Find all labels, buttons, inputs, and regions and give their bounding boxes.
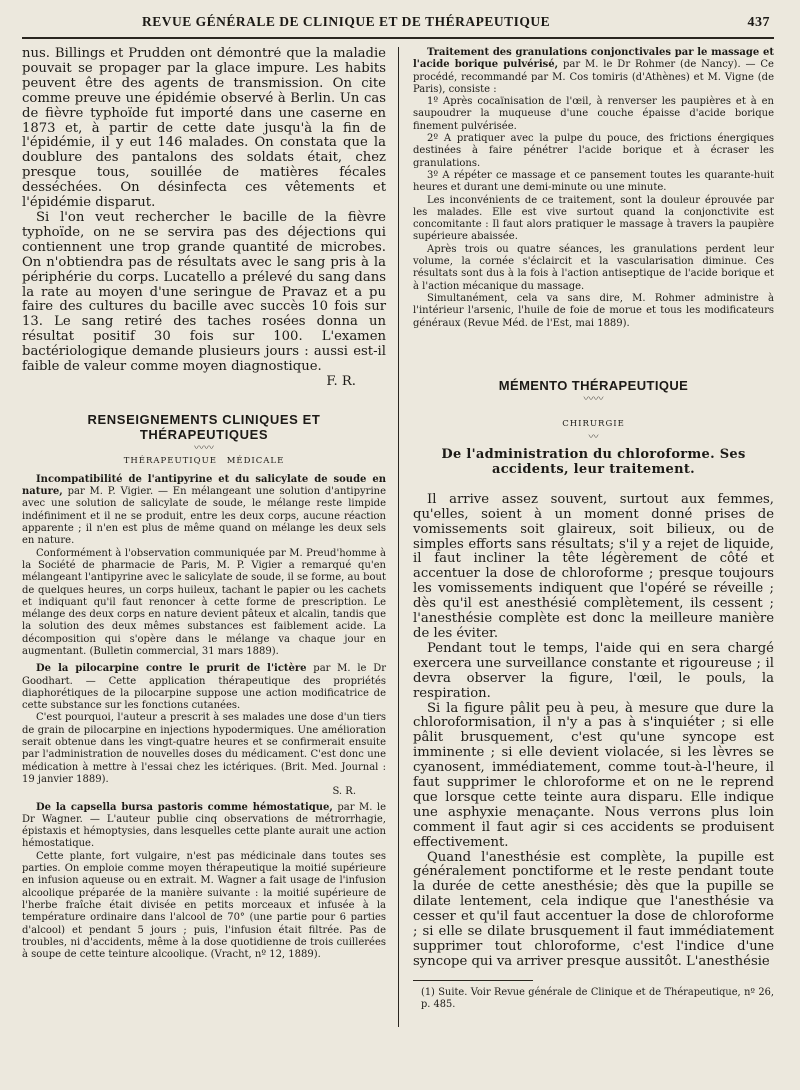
treatment-step: 3º A répéter ce massage et ce pansement toutes les quarante-huit heures et durant une demi-minute ou une minute. (413, 169, 774, 194)
chapter-paragraph: Pendant tout le temps, l'aide qui en sera chargé exercera une surveillance constante et rigoureuse ; il devra observer la figure, l'œil, le pouls, la respiration. (413, 640, 774, 701)
memento-ornament: 〰〰 (583, 393, 604, 405)
article-item (22, 663, 386, 798)
section-title: RENSEIGNEMENTS CLINIQUES ET THÉRAPEUTIQUES (87, 411, 321, 442)
page-number: 437 (747, 15, 770, 30)
article-paragraph: Les inconvénients de ce traitement, sont la douleur éprouvée par les malades. Elle est vive surtout quand la conjonctivite est concomitante : Il faut alors pratiquer le massage à travers la paupière supérieure abaissée. (413, 194, 774, 243)
left-column (22, 47, 398, 1027)
article-text-continued: Conformément à l'observation communiquée par M. Preud'homme à la Société de pharmacie de Paris, M. P. Vigier a remarqué qu'en mélangeant l'antipyrine avec le salicylate de soude, il se forme, au bout de quelques heures, un corps huileux, tachant le papier ou les cachets et indiquant qu'il faut renoncer à cette forme de prescription. Le mélange des deux corps en nature devient pâteux et alcalin, tandis que la solution des deux mêmes substances est faiblement acide. La décomposition qui s'opère dans le mélange va chaque jour en augmentant. (Bulletin commercial, 31 mars 1889). (22, 547, 386, 657)
article-text-continued: Cette plante, fort vulgaire, n'est pas médicinale dans toutes ses parties. On emploie comme moyen thérapeutique la moitié supérieure en infusion aqueuse ou en extrait. M. Wagner a fait usage de l'infusion alcoolique préparée de la manière suivante : la moitié supérieure de l'herbe fraîche était divisée en petits morceaux et infusée à la température ordinaire dans l'alcool de 70° (une partie pour 6 parties d'alcool) et pendant 5 jours ; puis, l'infusion était filtrée. Pas de troubles, ni d'accidents, même à la dose quotidienne de trois cuillerées à soupe de cette teinture alcoolique. (Vracht, nº 12, 1889). (22, 850, 386, 961)
chapter-paragraph: Quand l'anesthésie est complète, la pupille est généralement ponctiforme et le reste pendant toute la durée de cette anesthésie; dès que la pupille se dilate lentement, cela indique que l'anesthésie va cesser et qu'il faut accentuer la dose de chloroforme ; si elle se dilate brusquement il faut immédiatement supprimer tout chloroforme, c'est l'indice d'une syncope qui va arriver presque aussitôt. L'anesthésie (413, 849, 774, 969)
chapter-paragraph: Il arrive assez souvent, surtout aux femmes, qu'elles, soient à un moment donné prises de vomissements soit glaireux, soit bilieux, ou de simples efforts sans résultats; s'il y a rejet de liquide, il faut incliner la tête légèrement de côté et accentuer la dose de chloroforme ; presque toujours les vomissements indiquent que l'opéré se réveille ; dès qu'il est anesthésié complètement, ils cessent ; l'anesthésie complète est donc la meilleure manière de les éviter. (413, 491, 774, 641)
article-paragraph: Simultanément, cela va sans dire, M. Rohmer administre à l'intérieur l'arsenic, l'huile de foie de morue et tous les modificateurs généraux (Revue Méd. de l'Est, mai 1889). (413, 292, 774, 329)
section-subtitle: THÉRAPEUTIQUE MÉDICALE (123, 455, 285, 466)
article-text-continued: C'est pourquoi, l'auteur a prescrit à ses malades une dose d'un tiers de grain de pilocarpine en injections hypodermiques. Une amélioration serait obtenue dans les vingt-quatre heures et se confirmerait ensuite par l'administration de nouvelles doses du médicament. C'est donc une médication à mettre à l'essai chez les ictériques. (Brit. Med. Journal : 19 janvier 1889). (22, 712, 386, 785)
article-signature: S. R. (332, 786, 356, 798)
article-title: De la capsella bursa pastoris comme hémostatique, (36, 801, 333, 813)
article-text: L'auteur publie cinq observations de métrorrhagie, épistaxis et hémoptysies, dans lesquelles cette plante aurait une action hémostatique. (22, 813, 386, 850)
footnote-rule (413, 980, 533, 981)
running-head (22, 14, 774, 39)
article-title: De la pilocarpine contre le prurit de l'ictère (36, 663, 307, 675)
article-item (413, 47, 774, 330)
article-title: Traitement des granulations conjonctivales par le massage et l'acide borique pulvérisé, (413, 47, 774, 71)
article-title: Incompatibilité de l'antipyrine et du salicylate de soude en nature, (22, 473, 386, 498)
section-ornament: 〰〰 (194, 442, 214, 454)
footnote: (1) Suite. Voir Revue générale de Clinique et de Thérapeutique, nº 26, p. 485. (421, 986, 774, 1010)
chapter-paragraph: Si la figure pâlit peu à peu, à mesure que dure la chloroformisation, il n'y a pas à s'inquiéter ; si elle pâlit brusquement, c'est qu'une syncope est imminente ; si elle devient violacée, si les lèvres se cyanosent, immédiatement, comme tout-à-l'heure, il faut supprimer le chloroforme et on ne le reprend que lorsque cette teinte aura disparu. Elle indique une asphyxie menaçante. Nous verrons plus loin comment il faut agir si ces accidents se produisent effectivement. (413, 700, 774, 850)
article-paragraph: Après trois ou quatre séances, les granulations perdent leur volume, la cornée s'éclaircit et la vascularisation diminue. Ces résultats sont dus à la fois à l'action antiseptique de l'acide borique et à l'action mécanique du massage. (413, 243, 774, 292)
article-byline: par M. le Dr Wagner. — (22, 801, 387, 825)
intro-paragraph: nus. Billings et Prudden ont démontré que la maladie pouvait se propager par la glace impure. Les habits peuvent être des agents de transmission. On cite comme preuve une épidémie observé à Berlin. Un cas de fièvre typhoïde fut importé dans une caserne en 1873 et, à partir de cette date jusqu'à la fin de l'épidémie, il y eut 146 malades. On constata que la doublure des pantalons des soldats était, chez presque tous, souillée de matières fécales desséchées. On désinfecta ces vêtements et l'épidémie disparut. (22, 47, 386, 211)
treatment-step: 1º Après cocaïnisation de l'œil, à renverser les paupières et à en saupoudrer la muqueuse d'une couche épaisse d'acide borique finement pulvérisée. (413, 96, 774, 132)
article-item (22, 474, 386, 658)
memento-subtitle: CHIRURGIE (562, 418, 625, 429)
chapter-title: De l'administration du chloroforme. Ses accidents, leur traitement. (441, 446, 746, 477)
two-column-body (22, 47, 774, 1027)
intro-paragraph: Si l'on veut rechercher le bacille de la fièvre typhoïde, on ne se servira pas des déjections qui contiennent une trop grande quantité de microbes. On n'obtiendra pas de résultats avec le sang pris à la périphérie du corps. Lucatello a prélevé du sang dans la rate au moyen d'une seringue de Pravaz et a pu faire des cultures du bacille avec succès 10 fois sur 13. Le sang retiré des taches rosées donna un résultat positif 30 fois sur 100. L'examen bactériologique demande plusieurs jours : aussi est-il faible de valeur comme moyen diagnostique. (22, 209, 386, 375)
treatment-step: 2º A pratiquer avec la pulpe du pouce, des frictions énergiques destinées à faire pénétrer l'acide borique et à écraser les granulations. (413, 133, 774, 169)
article-byline: par M. P. Vigier. — (62, 486, 173, 498)
memento-ornament: 〰 (588, 431, 599, 443)
right-column (398, 47, 774, 1027)
article-byline: par M. le Dr Goodhart. — (22, 663, 386, 687)
article-byline: par M. le Dr Rohmer (de Nancy). — (558, 59, 761, 71)
journal-title: REVUE GÉNÉRALE DE CLINIQUE ET DE THÉRAPEUTIQUE (142, 14, 551, 29)
article-text: Ce procédé, recommandé par M. Cos tomiris (d'Athènes) et M. Vigne (de Paris), consiste : (413, 59, 774, 95)
article-text: En mélangeant une solution d'antipyrine avec une solution de salicylate de soude, le mélange reste limpide indéfiniment et il ne se produit, entre les deux corps, aucune réaction apparente ; il n'en est plus de même quand on mélange les deux sels en nature. (22, 486, 387, 547)
article-item (22, 802, 386, 962)
intro-signature: F. R. (326, 373, 356, 389)
memento-title: MÉMENTO THÉRAPEUTIQUE (498, 377, 689, 393)
article-text: Cette application thérapeutique des propriétés diaphorétiques de la pilocarpine suppose une action modificatrice de cette substance sur les fonctions cutanées. (22, 675, 386, 712)
